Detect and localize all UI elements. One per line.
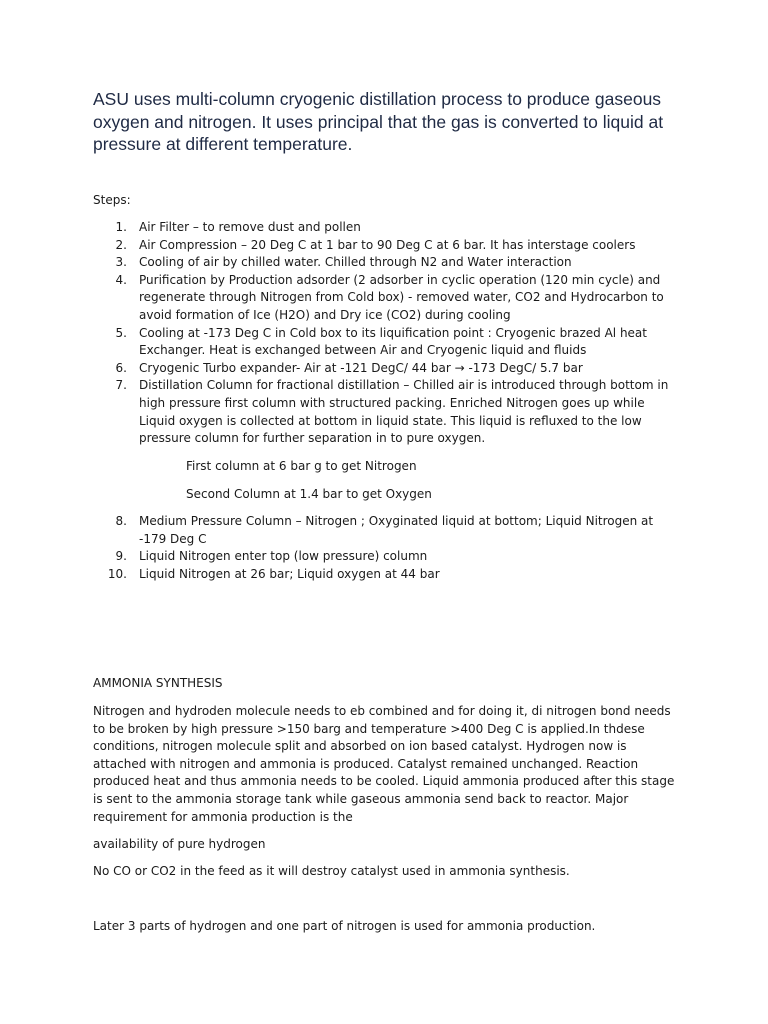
list-item-number: 8. bbox=[115, 514, 127, 528]
list-item-text: Liquid Nitrogen enter top (low pressure) column bbox=[139, 549, 428, 564]
list-item-text: Distillation Column for fractional distillation – Chilled air is introduced through bottom in high pressure first column with structured packing. Enriched Nitrogen goes up while Liquid oxygen is collected at bottom in liquid state. This liquid is refluxed to the low pressure column for further separation in to pure oxygen. bbox=[139, 378, 669, 446]
list-item bbox=[93, 360, 683, 378]
list-item-text: Air Filter – to remove dust and pollen bbox=[139, 220, 361, 234]
list-item-number: 10. bbox=[107, 566, 127, 581]
closing-note: Later 3 parts of hydrogen and one part of nitrogen is used for ammonia production. bbox=[93, 919, 596, 933]
list-item bbox=[93, 377, 683, 447]
list-item bbox=[93, 272, 683, 325]
first-column-note: First column at 6 bar g to get Nitrogen bbox=[186, 459, 417, 473]
list-item-text: Cooling of air by chilled water. Chilled through N2 and Water interaction bbox=[139, 255, 572, 270]
list-item-number: 3. bbox=[115, 255, 127, 270]
list-item bbox=[93, 325, 683, 360]
list-item bbox=[93, 513, 683, 548]
list-item-number: 1. bbox=[115, 220, 127, 234]
list-item-number: 9. bbox=[115, 549, 127, 564]
ammonia-paragraph: Nitrogen and hydroden molecule needs to eb combined and for doing it, di nitrogen bond needs to be broken by high pressure >150 barg and temperature >400 Deg C is applied.In thdese conditions, nitrogen molecule split and absorbed on ion based catalyst. Hydrogen now is attached with nitrogen and ammonia is produced. Catalyst remained unchanged. Reaction produced heat and thus ammonia needs to be cooled. Liquid ammonia produced after this stage is sent to the ammonia storage tank while gaseous ammonia send back to reactor. Major requirement for ammonia production is the bbox=[93, 704, 675, 824]
list-item bbox=[93, 566, 683, 584]
list-item-text: Medium Pressure Column – Nitrogen ; Oxyginated liquid at bottom; Liquid Nitrogen at -179 Deg C bbox=[139, 514, 654, 546]
list-item-number: 6. bbox=[115, 360, 127, 375]
list-item-text: Liquid Nitrogen at 26 bar; Liquid oxygen at 44 bar bbox=[139, 566, 440, 581]
list-item bbox=[93, 254, 683, 272]
steps-list-continued bbox=[93, 513, 683, 583]
ammonia-section-title: AMMONIA SYNTHESIS bbox=[93, 676, 223, 690]
list-item-number: 5. bbox=[115, 325, 127, 340]
list-item bbox=[93, 548, 683, 566]
second-column-note: Second Column at 1.4 bar to get Oxygen bbox=[186, 487, 432, 501]
requirement-hydrogen: availability of pure hydrogen bbox=[93, 837, 266, 851]
list-item-text: Cooling at -173 Deg C in Cold box to its liquification point : Cryogenic brazed Al heat Exchanger. Heat is exchanged between Air and Cryogenic liquid and fluids bbox=[139, 325, 647, 358]
list-item-text: Purification by Production adsorder (2 adsorber in cyclic operation (120 min cycle) and regenerate through Nitrogen from Cold box) - removed water, CO2 and Hydrocarbon to avoid formation of Ice (H2O) and Dry ice (CO2) during cooling bbox=[139, 272, 664, 322]
list-item-text: Cryogenic Turbo expander- Air at -121 DegC/ 44 bar → -173 DegC/ 5.7 bar bbox=[139, 360, 583, 375]
list-item-text: Air Compression – 20 Deg C at 1 bar to 90 Deg C at 6 bar. It has interstage coolers bbox=[139, 237, 636, 252]
list-item-number: 7. bbox=[115, 378, 127, 393]
steps-list bbox=[93, 219, 683, 448]
document-heading: ASU uses multi-column cryogenic distillation process to produce gaseous oxygen and nitrogen. It uses principal that the gas is converted to liquid at pressure at different temperature. bbox=[93, 89, 664, 154]
list-item bbox=[93, 219, 683, 237]
list-item-number: 2. bbox=[115, 237, 127, 252]
steps-label: Steps: bbox=[93, 193, 131, 207]
list-item bbox=[93, 237, 683, 255]
list-item-number: 4. bbox=[115, 272, 127, 287]
requirement-no-co: No CO or CO2 in the feed as it will destroy catalyst used in ammonia synthesis. bbox=[93, 864, 570, 878]
